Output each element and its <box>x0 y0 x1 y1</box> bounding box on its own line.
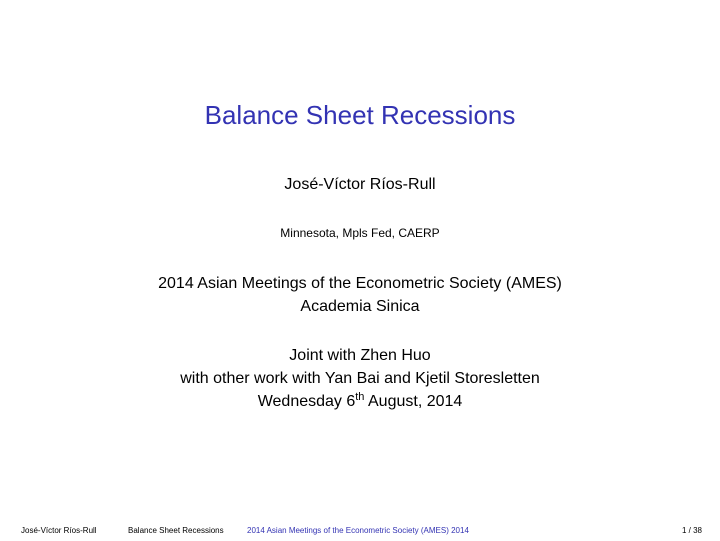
author-name: José-Víctor Ríos-Rull <box>284 176 436 193</box>
event-info <box>0 272 720 318</box>
date-prefix: Wednesday 6 <box>257 393 356 410</box>
date-suffix: August, 2014 <box>364 393 463 410</box>
footer-author: José-Víctor Ríos-Rull <box>21 526 97 535</box>
slide-footer <box>0 524 720 538</box>
joint-with: Joint with Zhen Huo <box>289 347 431 364</box>
date-ordinal-suffix: th <box>355 391 365 403</box>
other-work: with other work with Yan Bai and Kjetil Storesletten <box>180 370 540 387</box>
event-name: 2014 Asian Meetings of the Econometric Society (AMES) <box>158 275 562 292</box>
event-venue: Academia Sinica <box>300 298 420 315</box>
slide-title: Balance Sheet Recessions <box>204 100 516 130</box>
footer-event: 2014 Asian Meetings of the Econometric Society (AMES) 2014 <box>247 526 469 535</box>
author-affiliation: Minnesota, Mpls Fed, CAERP <box>280 226 440 240</box>
footer-title: Balance Sheet Recessions <box>128 526 224 535</box>
collaboration-info <box>0 344 720 413</box>
presentation-date <box>0 390 720 413</box>
page-number: 1 / 38 <box>681 526 702 535</box>
